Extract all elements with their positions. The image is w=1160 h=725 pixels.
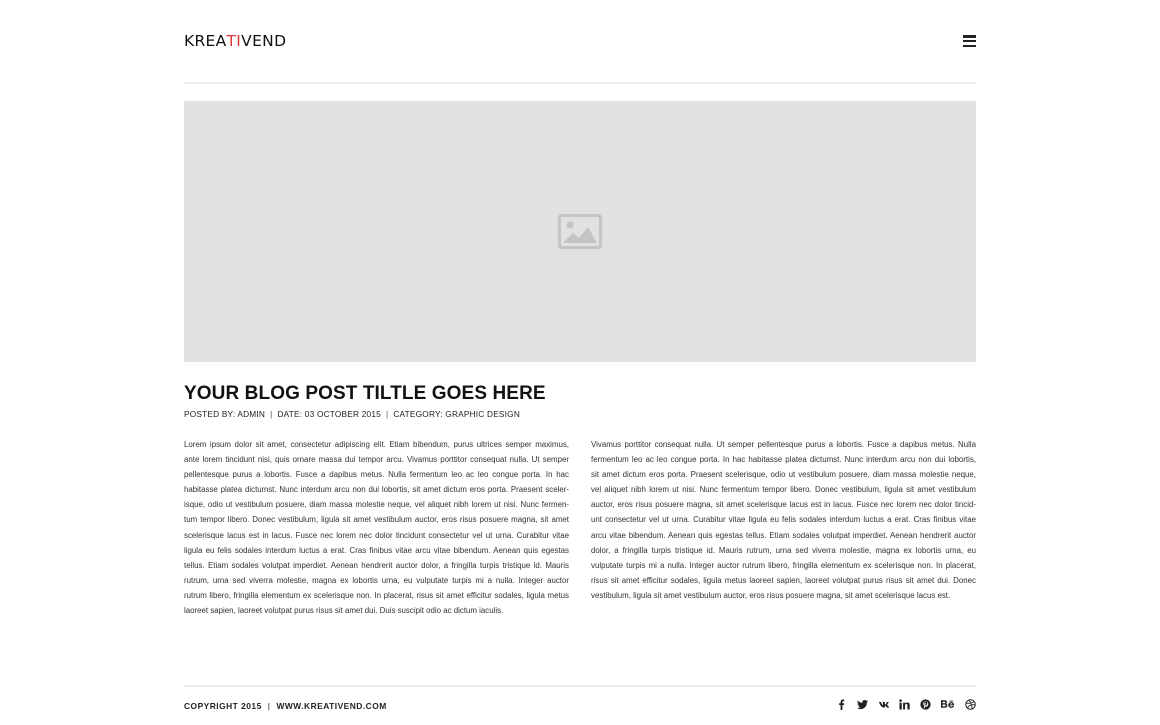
logo[interactable]	[184, 32, 286, 50]
body-line: scelerisque lacus est in lacus. Fusce nec lorem nec dolor tincidunt consectetur vel ut urna. Curabitur vitae	[184, 530, 569, 540]
logo-text-suffix: VEND	[241, 32, 287, 50]
body-line: rutrum, urna sed viverra molestie, magna ex lobortis urna, eu vulputate turpis mi a nulla. Integer auctor	[184, 575, 569, 585]
body-line: ligula eu felis sodales interdum luctus a erat. Cras finibus vitae arcu vitae bibendum. Aenean quis egestas	[184, 545, 569, 555]
body-line: arcu vitae bibendum. Aenean quis egestas tellus. Etiam sodales volutpat imperdiet. Aenean hendrerit auctor	[591, 530, 976, 540]
facebook-icon[interactable]	[836, 699, 847, 710]
logo-text-accent: TI	[226, 32, 242, 50]
body-line: Vivamus porttitor consequat nulla. Ut semper pellentesque purus a lobortis. Fusce a dapibus metus. Nulla	[591, 440, 976, 449]
site-link[interactable]: WWW.KREATIVEND.COM	[276, 701, 387, 711]
body-line: auctor, eros risus posuere magna, sit amet scelerisque lacus est in lacus. Fusce nec lorem nec dolor tincid-	[591, 500, 976, 510]
featured-image	[184, 101, 976, 362]
post-date: DATE: 03 OCTOBER 2015	[277, 409, 381, 419]
body-line: dolor, a fringilla turpis tristique id. Mauris rutrum, urna sed viverra molestie, magna ex lobortis urna, eu	[591, 545, 976, 555]
body-line: vulputate turpis mi a nulla. Integer auctor rutrum libero, fringilla elementum ex scelerisque non. In placerat,	[591, 560, 976, 570]
body-line: Lorem ipsum dolor sit amet, consectetur adipiscing elit. Etiam bibendum, purus ultrices semper maximus,	[184, 440, 569, 449]
logo-text-prefix: KREA	[184, 32, 227, 50]
behance-icon[interactable]	[941, 699, 955, 710]
body-line: rutrum libero, fringilla elementum ex scelerisque non. In placerat, risus sit amet efficitur sodales, ligula metus	[184, 590, 569, 600]
post-author[interactable]: POSTED BY: ADMIN	[184, 409, 266, 419]
meta-separator: |	[385, 409, 389, 419]
copyright	[184, 701, 387, 711]
body-line: risus sit amet efficitur sodales, ligula metus laoreet sapien, laoreet volutpat purus risus sit amet dui. Donec	[591, 575, 976, 585]
body-line: vel aliquet nibh lorem ut nisi. Nunc fermentum tempor libero. Donec vestibulum, ligula sit amet vestibulum	[591, 485, 976, 495]
body-line: vestibulum, ligula sit amet vestibulum auctor, eros risus posuere magna, sit amet scelerisque lacus est.	[591, 590, 951, 600]
copyright-text: COPYRIGHT 2015	[184, 701, 262, 711]
twitter-icon[interactable]	[857, 699, 868, 710]
hamburger-icon[interactable]	[963, 35, 976, 48]
body-line: laoreet sapien, laoreet volutpat purus risus sit amet dui. Duis suscipit odio ac dictum iaculis.	[184, 606, 504, 616]
body-line: sit amet dictum eros porta. Praesent scelerisque, odio ut vestibulum posuere, diam massa molestie neque,	[591, 470, 976, 480]
body-line: unt consectetur vel ut urna. Curabitur vitae ligula eu felis sodales interdum luctus a erat. Cras finibus vitae	[591, 515, 976, 525]
post-meta	[184, 409, 520, 419]
post-title: YOUR BLOG POST TILTLE GOES HERE	[184, 383, 546, 404]
post-category[interactable]: CATEGORY: GRAPHIC DESIGN	[393, 409, 521, 419]
post-body-right-column	[591, 437, 976, 603]
site-footer	[184, 685, 976, 725]
body-line: tellus. Etiam sodales volutpat imperdiet. Aenean hendrerit auctor dolor, a fringilla turpis tristique id. Mauris	[184, 560, 569, 570]
body-line: isque, odio ut vestibulum posuere, diam massa molestie neque, vel aliquet nibh lorem ut nisi. Nunc fermen-	[184, 500, 569, 510]
linkedin-icon[interactable]	[899, 699, 910, 710]
body-line: ante lorem tincidunt nisi, quis ornare massa dui tempor arcu. Vivamus porttitor consequat nulla. Ut semper	[184, 455, 569, 465]
pinterest-icon[interactable]	[920, 699, 931, 710]
body-line: habitasse platea dictumst. Nunc interdum arcu non dui lobortis, sit amet dictum eros porta. Praesent sceler-	[184, 485, 569, 495]
post-body-left-column	[184, 437, 569, 618]
vk-icon[interactable]	[878, 699, 889, 710]
body-line: fermentum leo ac leo congue porta. In hac habitasse platea dictumst. Nunc interdum arcu non dui lobortis,	[591, 455, 976, 465]
image-placeholder-icon	[558, 214, 602, 249]
social-links	[836, 699, 976, 710]
body-line: tum tempor libero. Donec vestibulum, ligula sit amet vestibulum auctor, eros risus posuere magna, sit amet	[184, 515, 569, 525]
meta-separator: |	[270, 409, 273, 419]
dribbble-icon[interactable]	[965, 699, 976, 710]
body-line: pellentesque purus a lobortis. Fusce a dapibus metus. Nulla fermentum leo ac leo congue porta. In hac	[184, 470, 569, 480]
site-header	[184, 0, 976, 84]
footer-separator: |	[267, 701, 271, 711]
